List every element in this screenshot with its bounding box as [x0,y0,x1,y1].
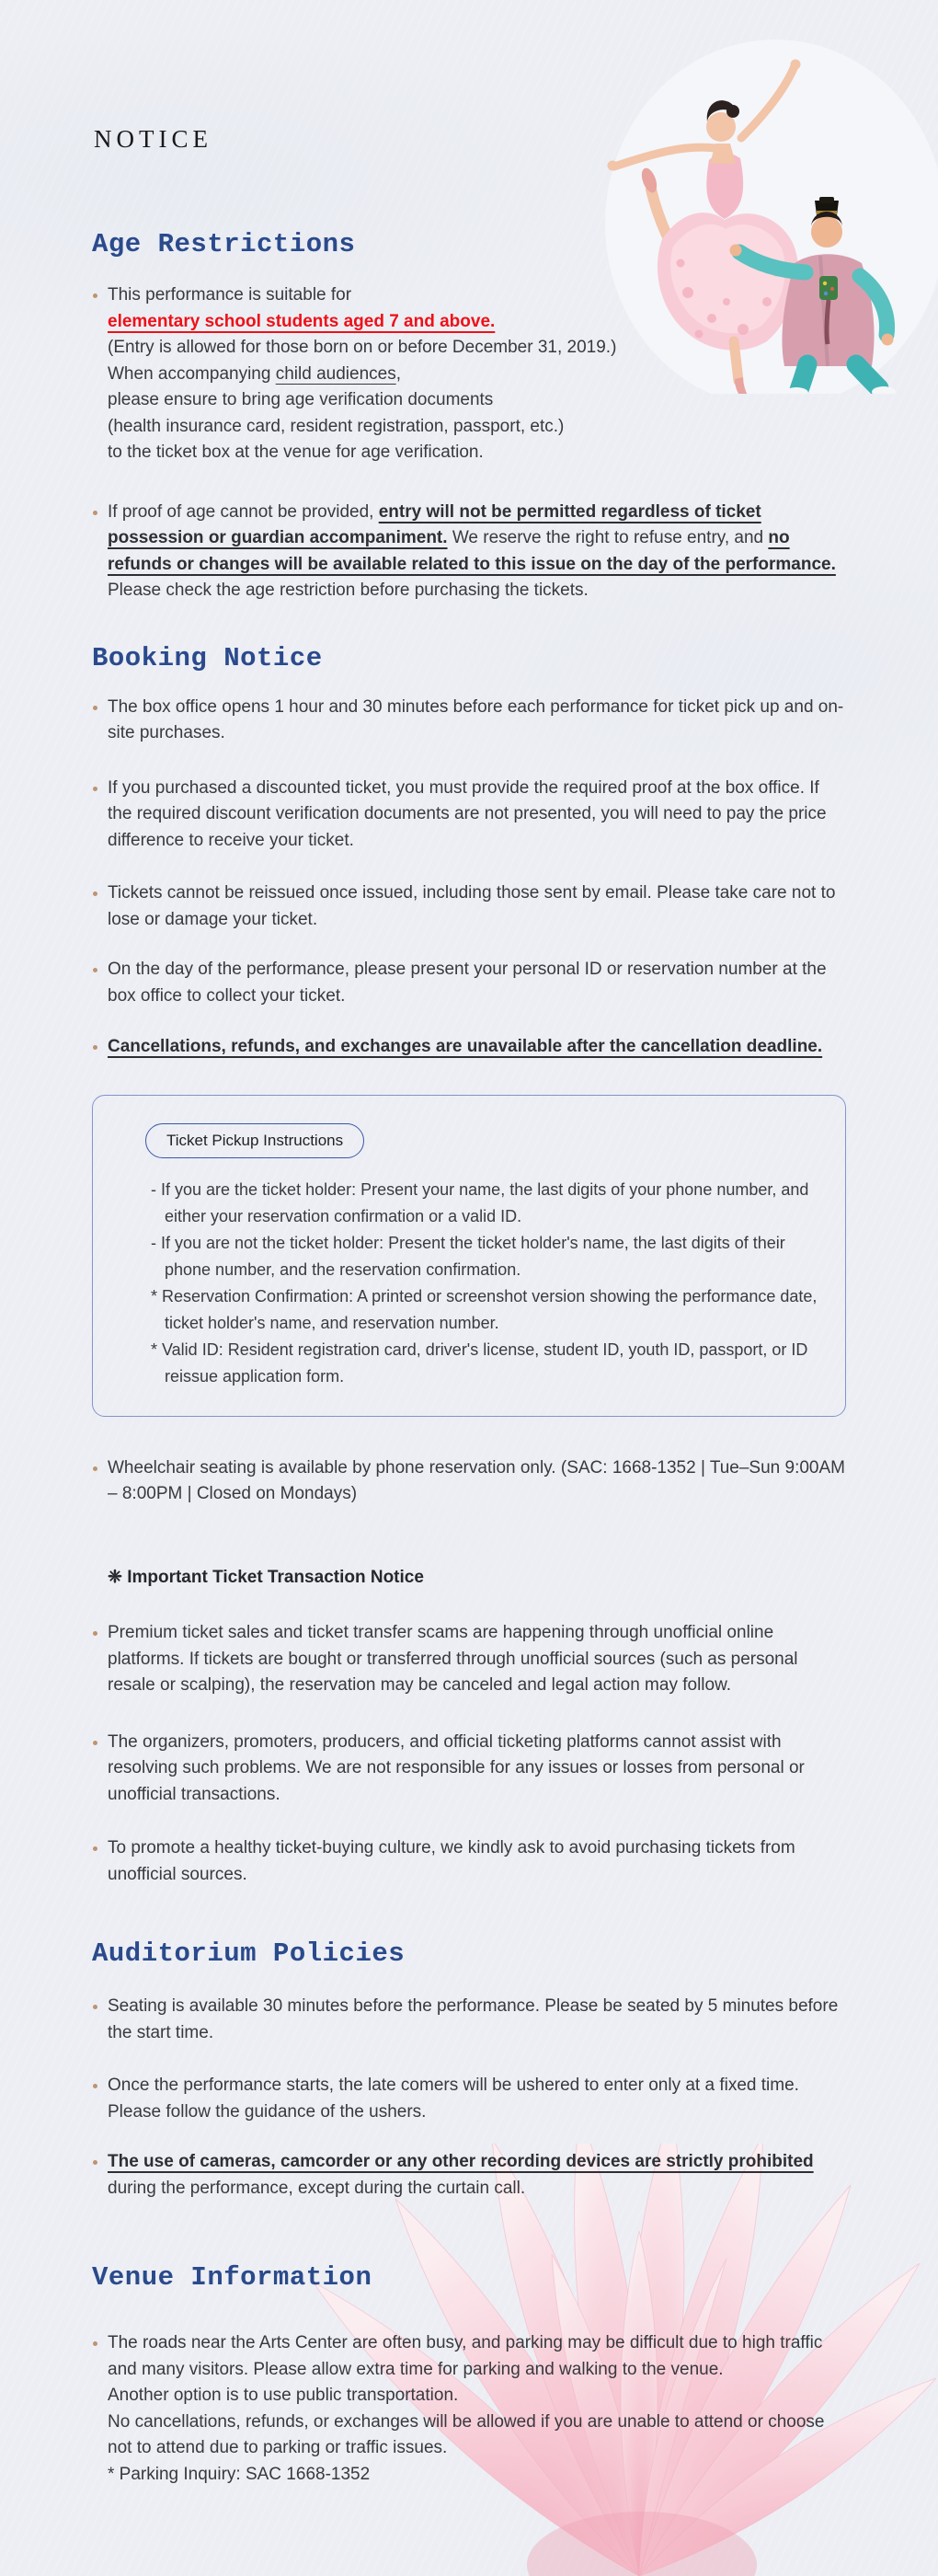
transaction-bullet-2: The organizers, promoters, producers, and official ticketing platforms cannot assist with resolving such problems. We are not responsible for any issues or losses from personal or unofficial transactions. [92,1730,846,1809]
wheelchair-bullet: Wheelchair seating is available by phone reservation only. (SAC: 1668-1352 | Tue–Sun 9:00AM – 8:00PM | Closed on Mondays) [92,1455,846,1508]
auditorium-bullet-1: Seating is available 30 minutes before the performance. Please be seated by 5 minutes before the start time. [92,1994,846,2046]
age-bullet-2 [92,500,846,604]
page-title: NOTICE [94,125,212,153]
age-restriction-highlight: elementary school students aged 7 and above. [108,311,496,331]
bullet-dot-icon [93,891,97,896]
booking-bullet-3: Tickets cannot be reissued once issued, including those sent by email. Please take care not to lose or damage your ticket. [92,880,846,933]
age-bullet-1-text: This performance is suitable for elementary school students aged 7 and above. (Entry is allowed for those born on or before December 31, 2019.) When accompanying child audiences, please ensure to bring age verification documents (health insurance card, resident registration, passport, etc.) to the ticket box at the venue for age verification. [108,285,617,462]
ticket-pickup-label: Ticket Pickup Instructions [145,1123,364,1158]
booking-bullet-4: On the day of the performance, please present your personal ID or reservation number at the box office to collect your ticket. [92,957,846,1009]
age-bullet-2-text: If proof of age cannot be provided, entry will not be permitted regardless of ticket possession or guardian accompaniment. We reserve the right to refuse entry, and no refunds or changes will be available related to this issue on the day of the performance. Please check the age restriction before purchasing the tickets. [108,501,836,600]
bullet-dot-icon [93,2160,97,2165]
pickup-item: - If you are not the ticket holder: Present the ticket holder's name, the last digits of their phone number, and the reservation confirmation. [151,1233,785,1279]
booking-notice-heading: Booking Notice [92,642,323,673]
bullet-dot-icon [93,2084,97,2088]
auditorium-bullet-2: Once the performance starts, the late comers will be ushered to enter only at a fixed time. Please follow the guidance of the ushers. [92,2073,846,2125]
pickup-item: - If you are the ticket holder: Present your name, the last digits of your phone number, and either your reservation confirmation or a valid ID. [151,1179,809,1225]
cancellation-deadline-warning: Cancellations, refunds, and exchanges are unavailable after the cancellation deadline. [108,1037,823,1056]
age-bullet-1 [92,282,846,466]
transaction-bullet-3: To promote a healthy ticket-buying culture, we kindly ask to avoid purchasing tickets from unofficial sources. [92,1835,846,1888]
booking-bullet-2: If you purchased a discounted ticket, you must provide the required proof at the box office. If the required discount verification documents are not presented, you will need to pay the price difference to receive your ticket. [92,776,846,855]
notice-content [92,0,846,2488]
bullet-dot-icon [93,1045,97,1050]
venue-bullet-1-text: The roads near the Arts Center are often busy, and parking may be difficult due to high traffic and many visitors. Please allow extra time for parking and walking to the venue. Another option is to use public transportation. No cancellations, refunds, or exchanges will be allowed if you are unable to attend or choose not to attend due to parking or traffic issues. * Parking Inquiry: SAC 1668-1352 [108,2330,846,2488]
bullet-dot-icon [93,511,97,515]
booking-bullet-1: The box office opens 1 hour and 30 minutes before each performance for ticket pick up and on-site purchases. [92,695,846,747]
bullet-dot-icon [93,2005,97,2009]
pickup-item: * Reservation Confirmation: A printed or screenshot version showing the performance date, ticket holder's name, and reservation number. [151,1286,818,1332]
bullet-dot-icon [93,293,97,298]
transaction-notice-subheading: ❈ Important Ticket Transaction Notice [108,1567,424,1587]
recording-prohibited-warning: The use of cameras, camcorder or any other recording devices are strictly prohibited during the performance, except during the curtain call. [108,2152,814,2198]
ticket-pickup-items [151,1177,819,1390]
bullet-dot-icon [93,787,97,791]
bullet-dot-icon [93,1466,97,1471]
age-restrictions-heading: Age Restrictions [92,229,356,259]
bullet-dot-icon [93,1631,97,1636]
bullet-dot-icon [93,1846,97,1851]
parking-inquiry: * Parking Inquiry: SAC 1668-1352 [108,2464,371,2484]
venue-bullet-1 [92,2330,846,2488]
bullet-dot-icon [93,968,97,972]
venue-information-heading: Venue Information [92,2262,372,2293]
ticket-pickup-box [92,1095,846,1417]
bullet-dot-icon [93,2341,97,2346]
bullet-dot-icon [93,706,97,710]
booking-bullet-5 [92,1034,846,1061]
transaction-bullet-1: Premium ticket sales and ticket transfer scams are happening through unofficial online platforms. If tickets are bought or transferred through unofficial sources (such as personal resale or scalping), the reservation may be canceled and legal action may follow. [92,1620,846,1699]
auditorium-bullet-3 [92,2149,846,2202]
bullet-dot-icon [93,1741,97,1745]
pickup-item: * Valid ID: Resident registration card, driver's license, student ID, youth ID, passport, or ID reissue application form. [151,1340,808,1386]
auditorium-policies-heading: Auditorium Policies [92,1938,406,1969]
